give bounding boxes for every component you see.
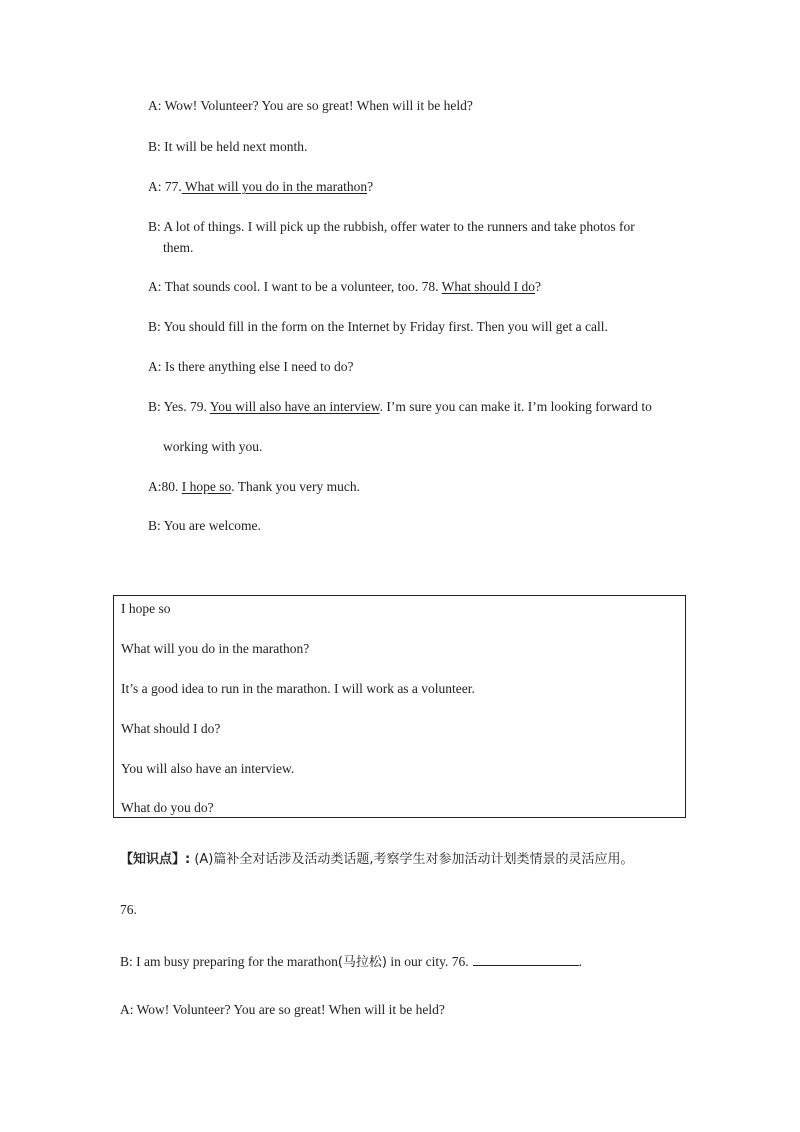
dialogue-line: A: Wow! Volunteer? You are so great! When will it be held?: [120, 1002, 445, 1017]
dialogue-line: A: That sounds cool. I want to be a volunteer, too. 78. What should I do?: [148, 279, 542, 294]
option-item: What should I do?: [121, 721, 221, 736]
dialogue-line: A: Is there anything else I need to do?: [148, 359, 354, 374]
dialogue-line: B: A lot of things. I will pick up the rubbish, offer water to the runners and take photos for: [148, 219, 635, 234]
knowledge-text: (A)篇补全对话涉及活动类话题,考察学生对参加活动计划类情景的灵活应用。: [190, 852, 634, 867]
dialogue-line: A: Wow! Volunteer? You are so great! When will it be held?: [148, 98, 473, 113]
dialogue-line: A:80. I hope so. Thank you very much.: [148, 479, 360, 494]
option-item: It’s a good idea to run in the marathon. I will work as a volunteer.: [121, 681, 475, 696]
option-item: What do you do?: [121, 800, 214, 815]
dialogue-line: B: It will be held next month.: [148, 139, 308, 154]
option-item: What will you do in the marathon?: [121, 641, 310, 656]
knowledge-point: [120, 851, 634, 869]
options-box: [113, 595, 686, 818]
question-line: B: I am busy preparing for the marathon(马拉松) in our city. 76. .: [120, 954, 582, 970]
dialogue-line-cont: them.: [163, 240, 194, 255]
dialogue-line: B: You should fill in the form on the Internet by Friday first. Then you will get a call.: [148, 319, 608, 334]
dialogue-line-cont: working with you.: [163, 439, 263, 454]
dialogue-line: A: 77. What will you do in the marathon?: [148, 179, 374, 194]
answer-79: You will also have an interview: [209, 399, 380, 414]
knowledge-label: 【知识点】:: [120, 852, 191, 867]
dialogue-line: B: Yes. 79. You will also have an interview. I’m sure you can make it. I’m looking forward to: [148, 399, 652, 414]
dialogue-line: B: You are welcome.: [148, 518, 261, 533]
question-number: 76.: [120, 902, 137, 917]
answer-80: I hope so: [181, 479, 232, 494]
answer-78: What should I do: [441, 279, 536, 294]
option-item: You will also have an interview.: [121, 761, 295, 776]
answer-blank-76[interactable]: [473, 952, 579, 966]
option-item: I hope so: [121, 601, 171, 616]
answer-77: What will you do in the marathon: [181, 179, 368, 194]
